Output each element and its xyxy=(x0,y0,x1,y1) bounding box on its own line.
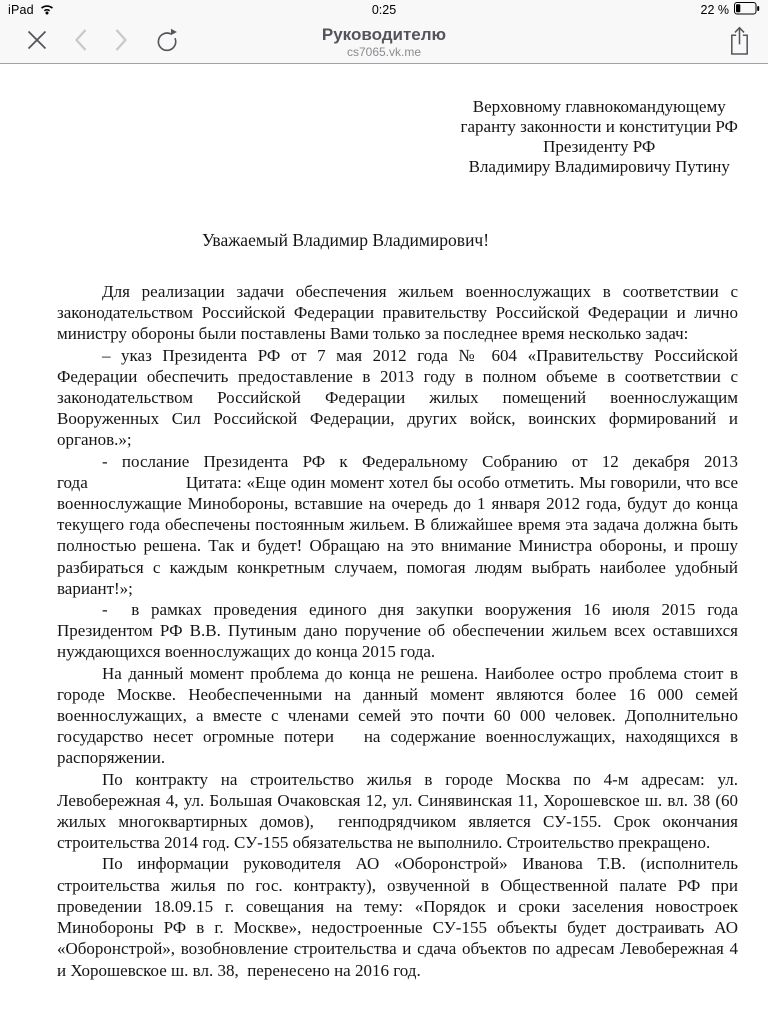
letter-paragraph: - в рамках проведения единого дня закупки вооружения 16 июля 2015 года Президентом РФ В.В. Путиным дано поручение об обеспечении жильем всех оставшихся нуждающихся военнослужащих до конца 2015 года. xyxy=(57,600,738,662)
status-time: 0:25 xyxy=(371,3,397,17)
chevron-left-icon xyxy=(74,28,88,55)
letter-paragraph: - послание Президента РФ к Федеральному Собранию от 12 декабря 2013 года Цитата: «Еще один момент хотел бы особо отметить. Мы говорили, что все военнослужащие Минобороны, вставшие на очередь до 1 января 2012 года, будут до конца текущего года обеспечены постоянным жильем. В ближайшее время эта задача должна быть полностью решена. Так и будет! Обращаю на это внимание Министра обороны, и прошу разбираться с каждым конкретным случаем, помогая людям выбрать наиболее удобный вариант!»; xyxy=(57,451,738,598)
recipient-line: Верховному главнокомандующему xyxy=(472,97,726,116)
reload-button[interactable] xyxy=(154,28,179,56)
share-button[interactable] xyxy=(727,25,752,59)
close-button[interactable] xyxy=(26,29,48,54)
document-page[interactable] xyxy=(0,64,768,1024)
letter-paragraph: – указ Президента РФ от 7 мая 2012 года № 604 «Правительству Российской Федерации обеспечить предоставление в 2013 году в полном объеме в соответствии с законодательством Российской Федерации жилых помещений военнослужащим Вооруженных Сил Российской Федерации, других войск, воинских формирований и органов.»; xyxy=(57,345,738,450)
chevron-right-icon xyxy=(114,28,128,55)
letter-paragraph: Для реализации задачи обеспечения жильем военнослужащих в соответствии с законодательством Российской Федерации правительству Российской Федерации и лично министру обороны были поставлены Вами только за последнее время несколько задач: xyxy=(57,282,738,344)
salutation: Уважаемый Владимир Владимирович! xyxy=(202,230,490,250)
status-bar xyxy=(0,0,768,20)
recipient-line: Президенту РФ xyxy=(543,137,656,156)
status-right xyxy=(701,2,761,18)
letter-paragraph: На данный момент проблема до конца не решена. Наиболее остро проблема стоит в городе Москве. Необеспеченными на данный момент являются более 16 000 семей военнослужащих, а вместе с членами семей это почти 60 000 человек. Дополнительно государство несет огромные потери на содержание военнослужащих, находящихся в распоряжении. xyxy=(57,663,738,768)
page-url: cs7065.vk.me xyxy=(346,45,422,59)
recipient-line: гаранту законности и конституции РФ xyxy=(460,117,738,136)
letter-body xyxy=(57,281,738,981)
letter-paragraph: По информации руководителя АО «Оборонстрой» Иванова Т.В. (исполнитель строительства жилья по гос. контракту), озвученной в Общественной палате РФ при проведении 18.09.15 г. совещания на тему: «Порядок и сроки заселения новостроек Минобороны РФ в г. Москве», недостроенные СУ-155 объекты будет достраивать АО «Оборонстрой», возобновление строительства и сдача объектов по адресам Левобережная 4 и Хорошевское ш. вл. 38, перенесено на 2016 год. xyxy=(57,854,738,980)
recipient-block xyxy=(461,97,738,177)
carrier-label: iPad xyxy=(8,3,34,17)
browser-nav-bar xyxy=(0,20,768,64)
wifi-icon xyxy=(39,3,55,18)
reload-icon xyxy=(154,28,179,56)
back-button[interactable] xyxy=(74,28,88,55)
share-icon xyxy=(727,25,752,59)
close-icon xyxy=(26,29,48,54)
letter-paragraph: По контракту на строительство жилья в городе Москва по 4-м адресам: ул. Левобережная 4, ул. Большая Очаковская 12, ул. Синявинская 11, Хорошевское ш. вл. 38 (60 жилых многоквартирных домов), генподрядчиком является СУ-155. Срок окончания строительства 2014 год. СУ-155 обязательства не выполнило. Строительство прекращено. xyxy=(57,769,738,853)
battery-icon xyxy=(734,2,760,18)
recipient-line: Владимиру Владимировичу Путину xyxy=(468,157,730,176)
page-title: Руководителю xyxy=(321,25,447,44)
status-left xyxy=(8,3,55,18)
battery-percent-label: 22 % xyxy=(700,3,729,17)
forward-button[interactable] xyxy=(114,28,128,55)
